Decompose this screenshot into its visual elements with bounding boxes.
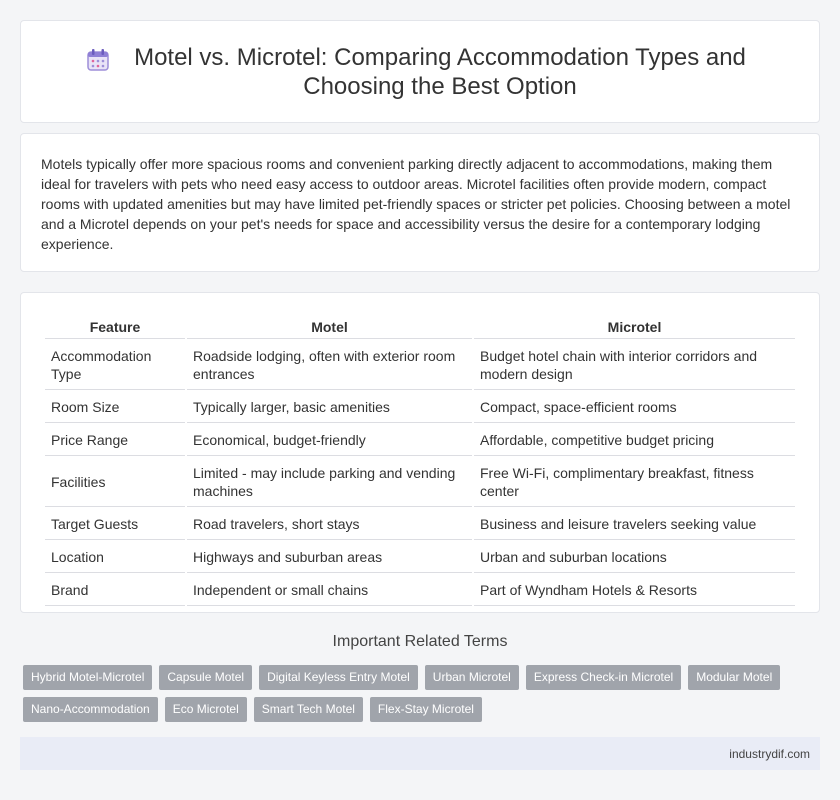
motel-cell: Independent or small chains bbox=[187, 575, 472, 606]
motel-cell: Limited - may include parking and vending machines bbox=[187, 458, 472, 507]
microtel-cell: Free Wi-Fi, complimentary breakfast, fitness center bbox=[474, 458, 795, 507]
related-tag[interactable]: Smart Tech Motel bbox=[254, 697, 363, 722]
motel-cell: Typically larger, basic amenities bbox=[187, 392, 472, 423]
feature-cell: Price Range bbox=[45, 425, 185, 456]
feature-cell: Accommodation Type bbox=[45, 341, 185, 390]
comparison-table bbox=[43, 313, 797, 608]
footer-site-link[interactable]: industrydif.com bbox=[729, 746, 810, 761]
related-tag[interactable]: Flex-Stay Microtel bbox=[370, 697, 482, 722]
table-row bbox=[45, 509, 795, 540]
feature-cell: Target Guests bbox=[45, 509, 185, 540]
related-tag[interactable]: Eco Microtel bbox=[165, 697, 247, 722]
title-wrap bbox=[85, 43, 755, 101]
header-microtel: Microtel bbox=[474, 315, 795, 339]
feature-cell: Room Size bbox=[45, 392, 185, 423]
page-title: Motel vs. Microtel: Comparing Accommodation Types and Choosing the Best Option bbox=[134, 43, 746, 100]
comparison-table-card bbox=[20, 292, 820, 613]
motel-cell: Economical, budget-friendly bbox=[187, 425, 472, 456]
feature-cell: Facilities bbox=[45, 458, 185, 507]
related-terms-heading: Important Related Terms bbox=[332, 633, 508, 650]
feature-cell: Brand bbox=[45, 575, 185, 606]
intro-paragraph: Motels typically offer more spacious rooms and convenient parking directly adjacent to accommodations, making them ideal for travelers with pets who need easy access to outdoor areas. Microtel facilities often provide modern, compact rooms with updated amenities but may have limited pet-friendly spaces or stricter pet policies. Choosing between a motel and a Microtel depends on your pet's needs for space and accessibility versus the desire for a contemporary lodging experience. bbox=[41, 156, 791, 252]
related-tag[interactable]: Express Check-in Microtel bbox=[526, 665, 681, 690]
related-tag[interactable]: Modular Motel bbox=[688, 665, 780, 690]
intro-card bbox=[20, 133, 820, 272]
related-tag[interactable]: Hybrid Motel-Microtel bbox=[23, 665, 152, 690]
microtel-cell: Urban and suburban locations bbox=[474, 542, 795, 573]
title-card bbox=[20, 20, 820, 123]
microtel-cell: Affordable, competitive budget pricing bbox=[474, 425, 795, 456]
calendar-icon bbox=[85, 47, 111, 73]
related-tag[interactable]: Capsule Motel bbox=[159, 665, 252, 690]
table-row bbox=[45, 575, 795, 606]
feature-cell: Location bbox=[45, 542, 185, 573]
related-tag[interactable]: Digital Keyless Entry Motel bbox=[259, 665, 418, 690]
motel-cell: Highways and suburban areas bbox=[187, 542, 472, 573]
microtel-cell: Compact, space-efficient rooms bbox=[474, 392, 795, 423]
table-row bbox=[45, 341, 795, 390]
microtel-cell: Business and leisure travelers seeking value bbox=[474, 509, 795, 540]
motel-cell: Roadside lodging, often with exterior room entrances bbox=[187, 341, 472, 390]
table-row bbox=[45, 425, 795, 456]
microtel-cell: Part of Wyndham Hotels & Resorts bbox=[474, 575, 795, 606]
related-terms-tags bbox=[23, 665, 823, 722]
footer bbox=[20, 737, 820, 770]
motel-cell: Road travelers, short stays bbox=[187, 509, 472, 540]
table-header-row bbox=[45, 315, 795, 339]
table-row bbox=[45, 542, 795, 573]
related-tag[interactable]: Nano-Accommodation bbox=[23, 697, 158, 722]
table-row bbox=[45, 392, 795, 423]
related-tag[interactable]: Urban Microtel bbox=[425, 665, 519, 690]
header-feature: Feature bbox=[45, 315, 185, 339]
microtel-cell: Budget hotel chain with interior corridors and modern design bbox=[474, 341, 795, 390]
table-row bbox=[45, 458, 795, 507]
header-motel: Motel bbox=[187, 315, 472, 339]
